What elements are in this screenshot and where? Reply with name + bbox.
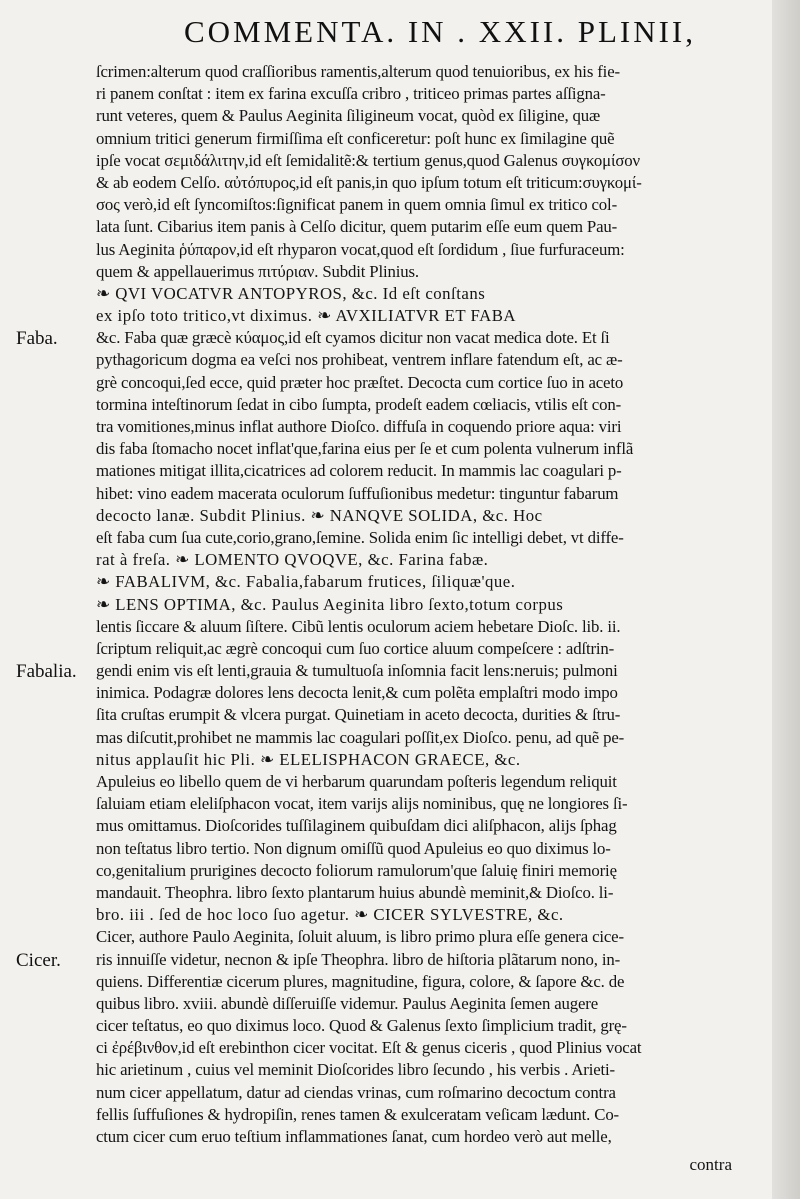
text-line: omnium tritici generum firmiſſima eſt conficeretur: poſt hunc ex ſimilagine quẽ: [96, 128, 615, 148]
text-line: eſt faba cum ſua cute,corio,grano,ſemine. Solida enim ſic intelligi debet, vt diffe-: [96, 527, 624, 547]
text-line: pythagoricum dogma ea veſci nos prohibeat, ventrem inflare fatendum eſt, ac æ-: [96, 350, 623, 370]
catchword: contra: [689, 1155, 732, 1174]
text-line: lus Aeginita ῥύπαρον,id eſt rhyparon vocat,quod eſt ſordidum , ſiue furfuraceum:: [96, 239, 625, 259]
text-line: quem & appellauerimus πιτύριαν. Subdit Plinius.: [96, 261, 419, 281]
text-line: nitus applauſit hic Pli. ❧ ELELISPHACON GRAECE, &c.: [96, 749, 521, 769]
text-line: tormina inteſtinorum ſedat in cibo ſumpta, prodeſt eadem cœliacis, vtilis eſt con-: [96, 394, 622, 414]
text-line: non teſtatus libro tertio. Non dignum omiſſũ quod Apuleius eo quo diximus lo-: [96, 838, 611, 858]
text-line: ris innuiſſe videtur, necnon & ipſe Theophra. libro de hiſtoria plãtarum nono, in-: [96, 949, 621, 969]
text-line: σος verò,id eſt ſyncomiſtos:ſignificat panem in quem omnia ſimul ex tritico col-: [96, 195, 618, 215]
text-line: gendi enim vis eſt lenti,grauia & tumultuoſa inſomnia facit lens:neruis; pulmoni: [96, 661, 618, 681]
body-text: [96, 61, 738, 1148]
text-line: inimica. Podagræ dolores lens decocta lenit,& cum polẽta emplaſtri modo impo: [96, 683, 618, 703]
text-line: dis faba ſtomacho nocet inflat'que,farina eius per ſe et cum polenta vulnerum inflã: [96, 439, 634, 459]
text-line: num cicer appellatum, datur ad ciendas vrinas, cum roſmarino decoctum contra: [96, 1082, 616, 1102]
text-line: hic arietinum , cuius vel meminit Dioſcorides libro ſecundo , his verbis . Arieti-: [96, 1060, 615, 1080]
text-line: ſcriptum reliquit,ac ægrè concoqui cum ſuo cortice aluum compeſcere : adſtrin-: [96, 638, 615, 658]
text-line: rat à freſa. ❧ LOMENTO QVOQVE, &c. Farina fabæ.: [96, 550, 489, 570]
text-line: ❧ FABALIVM, &c. Fabalia,fabarum frutices, ſiliquæ'que.: [96, 572, 516, 592]
text-line: ❧ QVI VOCATVR ANTOPYROS, &c. Id eſt conſtans: [96, 283, 486, 303]
text-line: bro. iii . ſed de hoc loco ſuo agetur. ❧ CICER SYLVESTRE, &c.: [96, 905, 564, 925]
text-line: ſita cruſtas erumpit & vlcera purgat. Quinetiam in aceto decocta, durities & ſtru-: [96, 705, 621, 725]
text-line: ci ἐρέβινθον,id eſt erebinthon cicer vocitat. Eſt & genus ciceris , quod Plinius vocat: [96, 1038, 642, 1058]
text-line: lata ſunt. Cibarius item panis à Celſo dicitur, quem putarim eſſe eum quem Pau-: [96, 217, 618, 237]
text-line: ſcrimen:alterum quod craſſioribus ramentis,alterum quod tenuioribus, ex his fie-: [96, 62, 620, 81]
marginal-note: Faba.: [16, 328, 58, 350]
text-line: lentis ſiccare & aluum ſiſtere. Cibũ lentis oculorum aciem hebetare Dioſc. lib. ii.: [96, 616, 621, 636]
text-line: ri panem conſtat : item ex farina excuſſa cribro , triticeo primas partes aſſigna-: [96, 84, 606, 104]
marginal-note: Cicer.: [16, 950, 61, 971]
text-line: ❧ LENS OPTIMA, &c. Paulus Aeginita libro ſexto,totum corpus: [96, 594, 564, 614]
text-line: mandauit. Theophra. libro ſexto plantarum huius abundè meminit,& Dioſco. li-: [96, 882, 614, 902]
text-line: fellis ſuffuſiones & hydropiſin, renes tamen & exulceratam veſicam lædunt. Co-: [96, 1104, 619, 1124]
text-line: tra vomitiones,minus inflat authore Dioſco. diffuſa in coquendo priore aqua: viri: [96, 417, 622, 436]
text-line: mationes mitigat illita,cicatrices ad colorem reducit. In mammis lac coagulari p-: [96, 461, 622, 481]
text-line: mus omittamus. Dioſcorides tuſſilaginem quibuſdam dici aliſphacon, alijs ſphag: [96, 816, 617, 836]
text-line: ipſe vocat σεμιδάλιτην,id eſt ſemidalitẽ:& tertium genus,quod Galenus συγκομίσον: [96, 150, 640, 170]
text-line: Apuleius eo libello quem de vi herbarum quarundam poſteris legendum reliquit: [96, 772, 617, 791]
text-line: Cicer, authore Paulo Aeginita, ſoluit aluum, is libro primo plura eſſe genera cice-: [96, 927, 624, 947]
text-line: grè concoqui,ſed ecce, quid præter hoc præſtet. Decocta cum cortice ſuo in aceto: [96, 372, 624, 392]
text-line: &c. Faba quæ græcè κύαμος,id eſt cyamos dicitur non vacat medica dote. Et ſi: [96, 328, 610, 348]
text-line: quibus libro. xviii. abundè diſſeruiſſe videmur. Paulus Aeginita ſemen augere: [96, 993, 599, 1013]
text-line: ex ipſo toto tritico,vt diximus. ❧ AVXILIATVR ET FABA: [96, 306, 517, 326]
text-line: decocto lanæ. Subdit Plinius. ❧ NANQVE SOLIDA, &c. Hoc: [96, 505, 543, 525]
text-line: & ab eodem Celſo. αὐτόπυρος,id eſt panis,in quo ipſum totum eſt triticum:συγκομί-: [96, 172, 642, 192]
text-line: hibet: vino eadem macerata oculorum ſuffuſionibus medetur: tinguntur fabarum: [96, 483, 619, 503]
text-line: cicer teſtatus, eo quo diximus loco. Quod & Galenus ſexto ſimplicium tradit, grę-: [96, 1016, 627, 1036]
text-line: runt veteres, quem & Paulus Aeginita ſiligineum vocat, quòd ex ſiligine, quæ: [96, 106, 601, 126]
text-line: co,genitalium prurigines decocto foliorum ramulorum'que ſaluię finiri memorię: [96, 860, 617, 880]
text-line: ſaluiam etiam eleliſphacon vocat, item varijs alijs nominibus, quę ne longiores ſi-: [96, 794, 628, 814]
page-edge: [772, 0, 800, 1199]
text-line: ctum cicer cum eruo teſtium inflammationes ſanat, cum hordeo verò aut melle,: [96, 1127, 612, 1146]
running-header: COMMENTA. IN . XXII. PLINII,: [183, 14, 697, 49]
marginal-note: Fabalia.: [16, 661, 77, 683]
text-line: mas diſcutit,prohibet ne mammis lac coagulari poſſit,ex Dioſco. penu, ad quẽ pe-: [96, 727, 625, 747]
text-line: quiens. Differentiæ cicerum plures, magnitudine, figura, colore, & ſapore &c. de: [96, 971, 625, 991]
